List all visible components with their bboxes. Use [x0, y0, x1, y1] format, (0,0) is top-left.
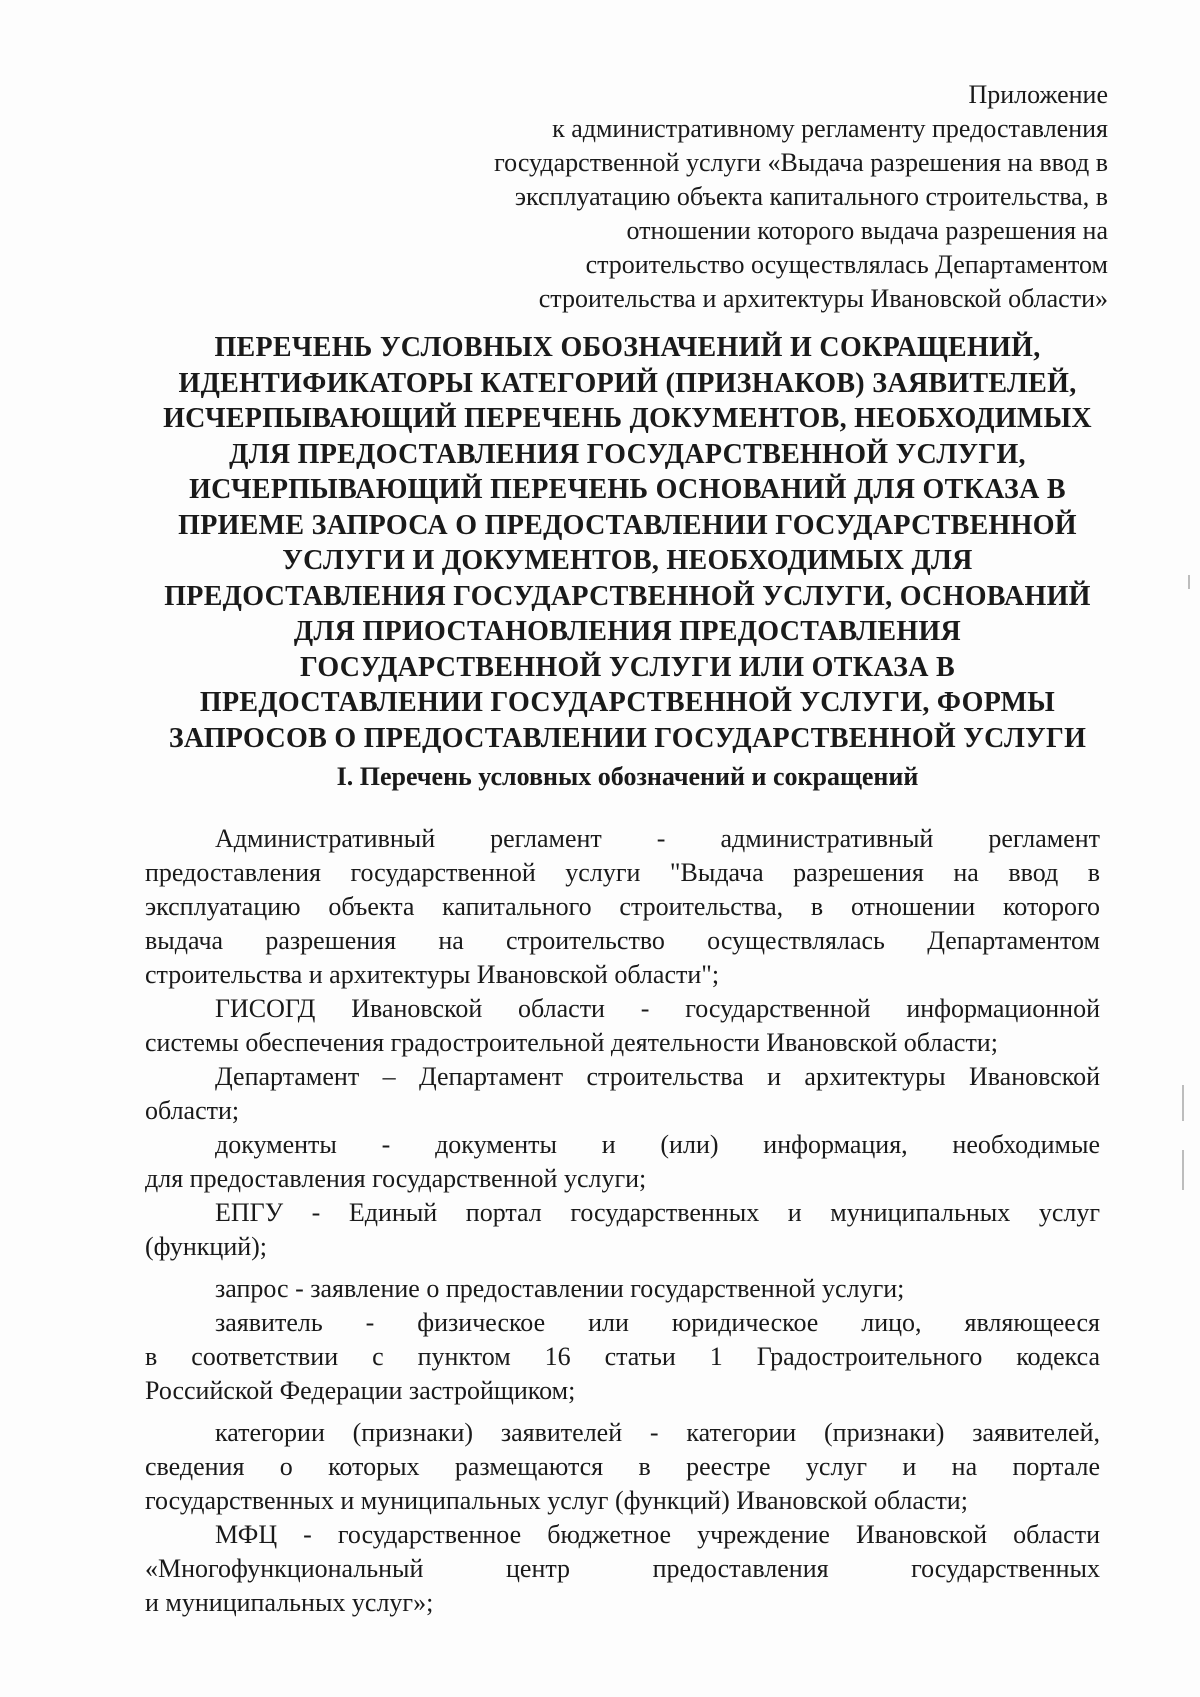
definition-paragraph	[145, 1518, 1100, 1620]
paragraph-line: сведения о которых размещаются в реестре услуг и на портале	[145, 1452, 1100, 1481]
scan-artifact	[1182, 1150, 1184, 1190]
appendix-line: строительство осуществлялась Департаментом	[585, 250, 1108, 279]
definition-paragraph	[145, 992, 1100, 1060]
paragraph-line: ГИСОГД Ивановской области - государственной информационной	[215, 994, 1100, 1023]
title-line: ГОСУДАРСТВЕННОЙ УСЛУГИ ИЛИ ОТКАЗА В	[299, 651, 956, 683]
title-line: ИСЧЕРПЫВАЮЩИЙ ПЕРЕЧЕНЬ ОСНОВАНИЙ ДЛЯ ОТКАЗА В	[189, 474, 1066, 505]
definition-paragraph	[145, 1128, 1100, 1196]
title-line: ПЕРЕЧЕНЬ УСЛОВНЫХ ОБОЗНАЧЕНИЙ И СОКРАЩЕНИЙ,	[214, 332, 1041, 363]
appendix-header	[428, 78, 1108, 316]
paragraph-line: запрос - заявление о предоставлении государственной услуги;	[215, 1274, 905, 1303]
paragraph-line: заявитель - физическое или юридическое лицо, являющееся	[215, 1308, 1100, 1337]
definition-paragraph	[145, 1416, 1100, 1518]
paragraph-line: предоставления государственной услуги "Выдача разрешения на ввод в	[145, 858, 1100, 887]
title-line: ИДЕНТИФИКАТОРЫ КАТЕГОРИЙ (ПРИЗНАКОВ) ЗАЯВИТЕЛЕЙ,	[178, 367, 1077, 399]
definition-paragraph	[145, 1196, 1100, 1264]
paragraph-line: государственных и муниципальных услуг (функций) Ивановской области;	[145, 1486, 968, 1515]
paragraph-line: эксплуатацию объекта капитального строительства, в отношении которого	[145, 892, 1100, 921]
paragraph-line: системы обеспечения градостроительной деятельности Ивановской области;	[145, 1028, 998, 1057]
title-line: ЗАПРОСОВ О ПРЕДОСТАВЛЕНИИ ГОСУДАРСТВЕННОЙ УСЛУГИ	[168, 722, 1087, 754]
definition-paragraph	[145, 822, 1100, 992]
paragraph-line: выдача разрешения на строительство осуществлялась Департаментом	[145, 926, 1100, 955]
paragraph-line: области;	[145, 1096, 240, 1125]
paragraph-line: Административный регламент - административный регламент	[215, 824, 1100, 853]
document-title	[150, 330, 1105, 756]
title-line: ДЛЯ ПРИОСТАНОВЛЕНИЯ ПРЕДОСТАВЛЕНИЯ	[293, 616, 962, 647]
paragraph-line: МФЦ - государственное бюджетное учреждение Ивановской области	[215, 1520, 1100, 1549]
title-line: ПРЕДОСТАВЛЕНИИ ГОСУДАРСТВЕННОЙ УСЛУГИ, ФОРМЫ	[199, 687, 1056, 718]
title-line: ПРИЕМЕ ЗАПРОСА О ПРЕДОСТАВЛЕНИИ ГОСУДАРСТВЕННОЙ	[178, 509, 1077, 541]
paragraph-line: (функций);	[145, 1232, 268, 1261]
title-line: ПРЕДОСТАВЛЕНИЯ ГОСУДАРСТВЕННОЙ УСЛУГИ, ОСНОВАНИЙ	[164, 580, 1091, 612]
paragraph-line: категории (признаки) заявителей - категории (признаки) заявителей,	[215, 1418, 1100, 1447]
paragraph-line: ЕПГУ - Единый портал государственных и муниципальных услуг	[215, 1198, 1100, 1227]
title-line: ИСЧЕРПЫВАЮЩИЙ ПЕРЕЧЕНЬ ДОКУМЕНТОВ, НЕОБХОДИМЫХ	[163, 403, 1092, 434]
appendix-line: государственной услуги «Выдача разрешения на ввод в	[494, 148, 1108, 177]
paragraph-line: Российской Федерации застройщиком;	[145, 1376, 576, 1405]
title-line: УСЛУГИ И ДОКУМЕНТОВ, НЕОБХОДИМЫХ ДЛЯ	[282, 545, 973, 576]
section-heading: I. Перечень условных обозначений и сокращений	[336, 762, 919, 791]
paragraph-line: «Многофункциональный центр предоставления государственных	[145, 1554, 1100, 1583]
appendix-line: строительства и архитектуры Ивановской области»	[538, 284, 1108, 313]
appendix-line: Приложение	[968, 80, 1108, 109]
paragraph-line: Департамент – Департамент строительства и архитектуры Ивановской	[215, 1062, 1100, 1091]
paragraph-line: в соответствии с пунктом 16 статьи 1 Градостроительного кодекса	[145, 1342, 1100, 1371]
appendix-line: к административному регламенту предоставления	[552, 114, 1108, 143]
definition-paragraph	[145, 1060, 1100, 1128]
paragraph-line: для предоставления государственной услуги;	[145, 1164, 647, 1193]
scan-artifact	[1182, 1085, 1184, 1121]
paragraph-line: строительства и архитектуры Ивановской области";	[145, 960, 720, 989]
paragraph-line: документы - документы и (или) информация, необходимые	[215, 1130, 1100, 1159]
definition-paragraph	[145, 1306, 1100, 1408]
scan-artifact	[1188, 575, 1190, 589]
appendix-line: эксплуатацию объекта капитального строительства, в	[514, 182, 1108, 211]
appendix-line: отношении которого выдача разрешения на	[626, 216, 1108, 245]
definition-paragraph	[145, 1272, 1100, 1306]
paragraph-line: и муниципальных услуг»;	[145, 1588, 434, 1617]
definitions-list	[145, 822, 1100, 1620]
title-line: ДЛЯ ПРЕДОСТАВЛЕНИЯ ГОСУДАРСТВЕННОЙ УСЛУГИ,	[229, 438, 1026, 470]
